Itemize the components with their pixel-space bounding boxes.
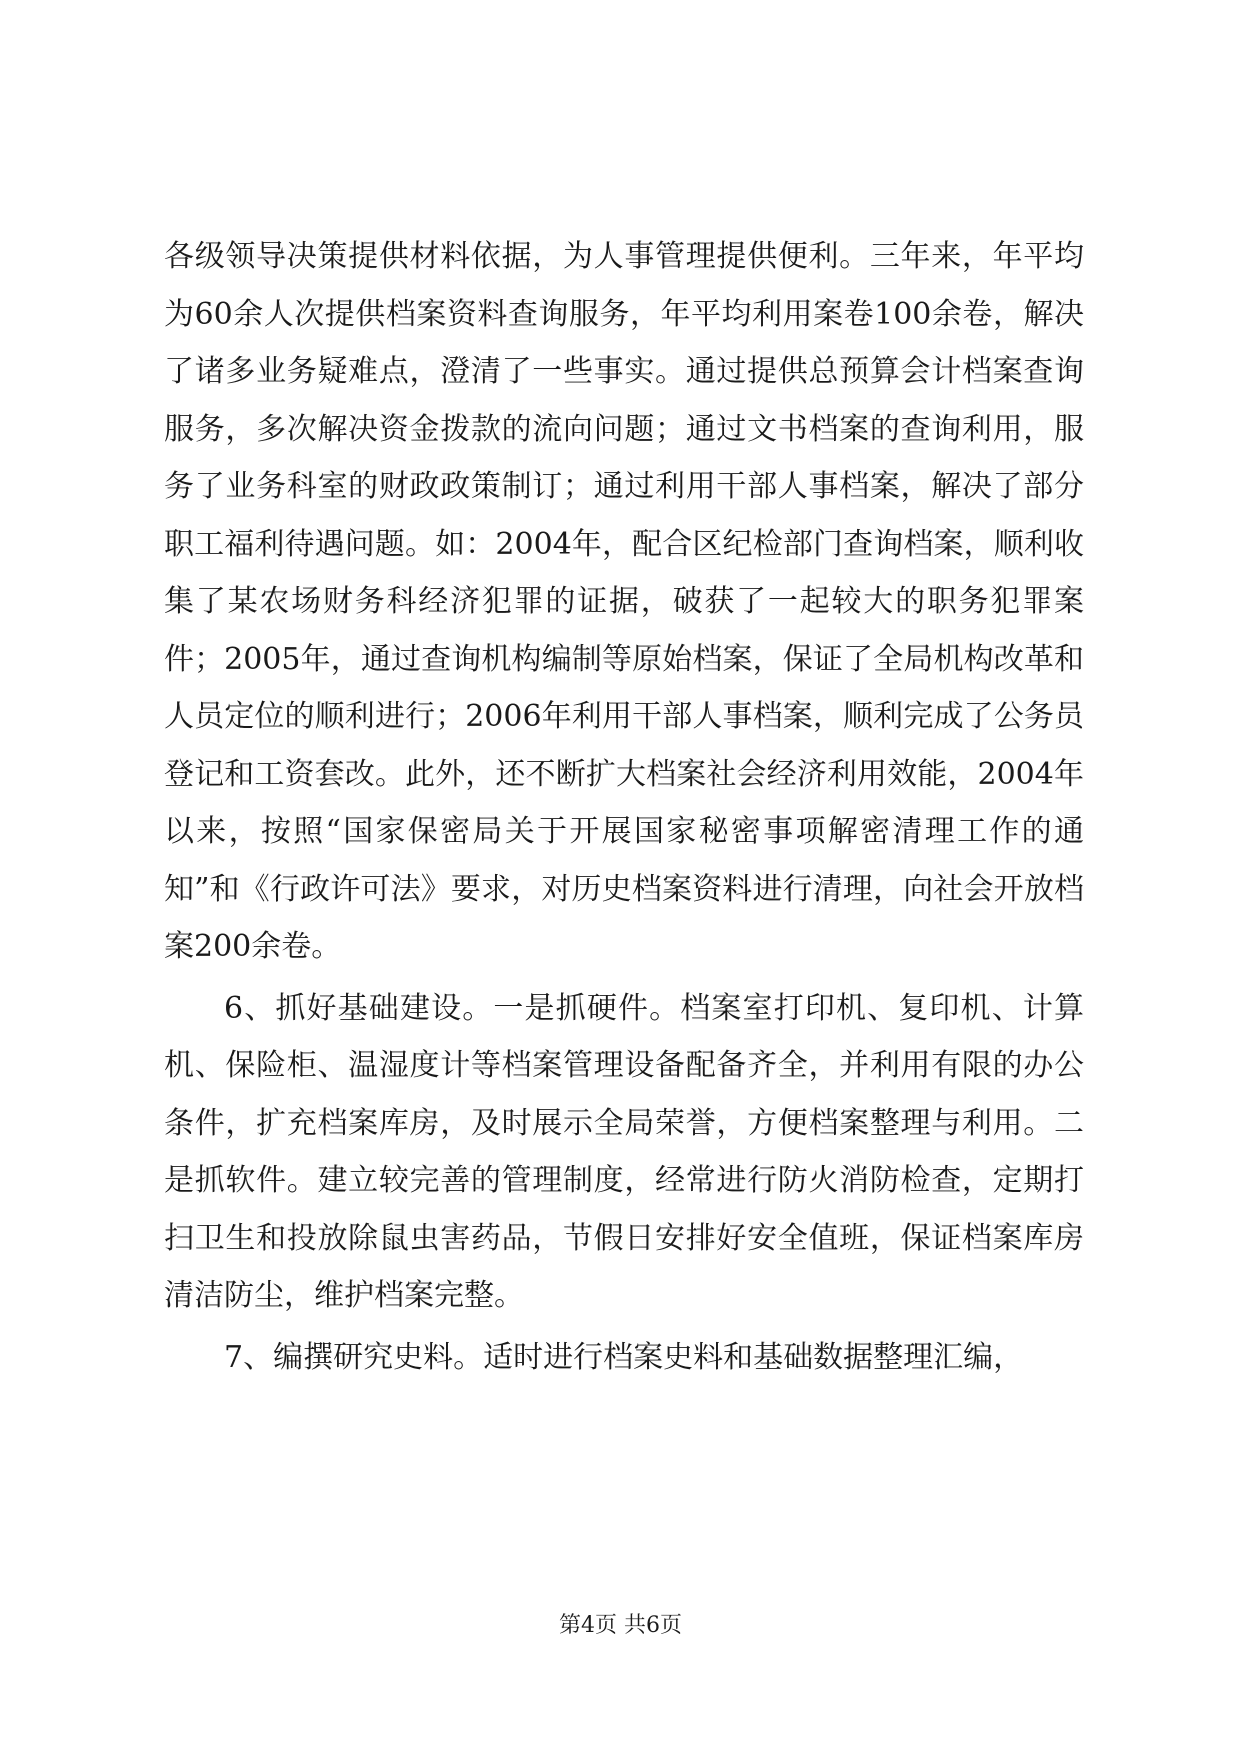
paragraph-3: 7、编撰研究史料。适时进行档案史料和基础数据整理汇编， (224, 1339, 1024, 1375)
paragraph-2: 6、抓好基础建设。一是抓硬件。档案室打印机、复印机、计算机、保险柜、温湿度计等档案管理设备配备齐全，并利用有限的办公条件，扩充档案库房，及时展示全局荣誉，方便档案整理与利用。二是抓软件。建立较完善的管理制度，经常进行防火消防检查，定期打扫卫生和投放除鼠虫害药品，节假日安排好安全值班，保证档案库房清洁防尘，维护档案完整。 (164, 990, 1084, 1313)
document-body (164, 228, 1084, 1386)
page-footer: 第4页 共6页 (559, 1613, 682, 1638)
paragraph-1: 各级领导决策提供材料依据，为人事管理提供便利。三年来，年平均为60余人次提供档案资料查询服务，年平均利用案卷100余卷，解决了诸多业务疑难点，澄清了一些事实。通过提供总预算会计档案查询服务，多次解决资金拨款的流向问题；通过文书档案的查询利用，服务了业务科室的财政政策制订；通过利用干部人事档案，解决了部分职工福利待遇问题。如：2004年，配合区纪检部门查询档案，顺利收集了某农场财务科经济犯罪的证据，破获了一起较大的职务犯罪案件；2005年，通过查询机构编制等原始档案，保证了全局机构改革和人员定位的顺利进行；2006年利用干部人事档案，顺利完成了公务员登记和工资套改。此外，还不断扩大档案社会经济利用效能，2004年以来，按照“国家保密局关于开展国家秘密事项解密清理工作的通知”和《行政许可法》要求，对历史档案资料进行清理，向社会开放档案200余卷。 (164, 239, 1084, 964)
